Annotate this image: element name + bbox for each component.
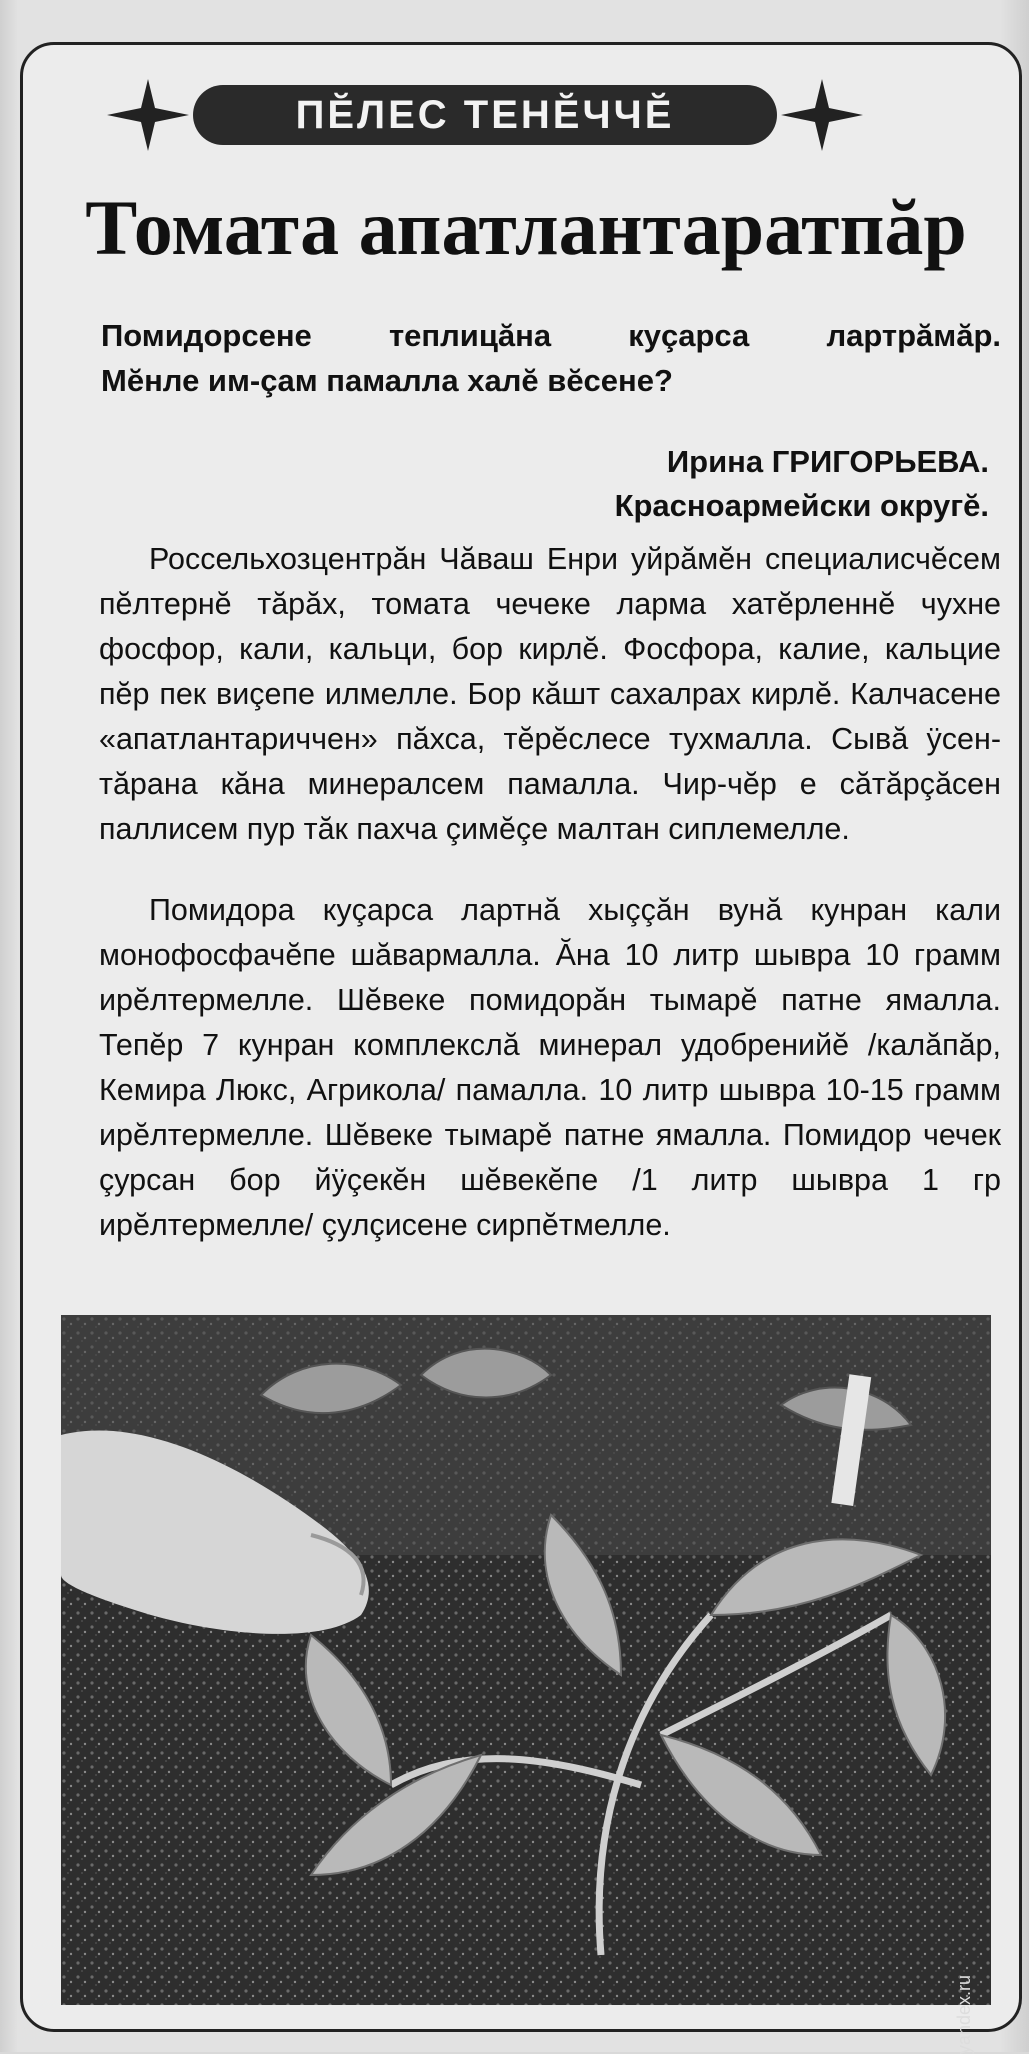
article-body (99, 537, 1001, 1248)
byline-author: Ирина ГРИГОРЬЕВА. (666, 444, 989, 479)
byline-place: Красноармейски округĕ. (614, 488, 989, 523)
rubric-banner (105, 75, 865, 155)
article-byline (389, 440, 989, 528)
article-lede (101, 313, 1001, 403)
sparkle-left-icon (105, 77, 191, 153)
lede-line-2: Мĕнле им-çам памалла халĕ вĕсене? (101, 363, 673, 398)
rubric-label: ПĔЛЕС ТЕНĔЧЧĔ (193, 85, 777, 145)
article-headline: Томата апатлантаратпăр (85, 184, 967, 271)
sparkle-right-icon (779, 77, 865, 153)
photo-illustration (61, 1315, 991, 2005)
body-paragraph-2: Помидора куçарса лартнă хыççăн вунă кунран кали монофосфачĕпе шăвармалла. Ăна 10 литр шывра 10 грамм ирĕлтермелле. Шĕвеке помидорăн тымарĕ патне ямалла. Тепĕр 7 кунран комплекслă минерал удобренийĕ /калăпăр, Кемира Люкс, Агрикола/ памалла. 10 литр шывра 10-15 грамм ирĕлтермелле. Шĕвеке тымарĕ патне ямалла. Помидор чечек çурсан бор йÿçекĕн шĕвекĕпе /1 литр шывра 1 гр ирĕлтермелле/ çулçисене сирпĕтмелле. (99, 893, 1001, 1242)
article-frame (20, 42, 1022, 2054)
lede-line-1: Помидорсене теплицăна куçарса лартрăмăр. (101, 318, 1001, 353)
photo-credit: yandex.ru (954, 1975, 974, 2054)
tomato-seedling-photo (61, 1315, 991, 2054)
body-paragraph-1: Россельхозцентрăн Чăваш Енри уйрăмĕн специалисчĕсем пĕлтернĕ тăрăх, томата чечеке ларма хатĕрленнĕ чухне фосфор, кали, кальци, бор кирлĕ. Фосфора, калие, кальцие пĕр пек виçепе илмелле. Бор кăшт сахалрах кирлĕ. Калчасене «апатлантариччен» пăхса, тĕрĕслесе тухмалла. Сывă ÿсен-тăрана кăна минералсем памалла. Чир-чĕр е сăтăрçăсен паллисем пур тăк пахча çимĕçе малтан сиплемелле. (99, 542, 1001, 846)
